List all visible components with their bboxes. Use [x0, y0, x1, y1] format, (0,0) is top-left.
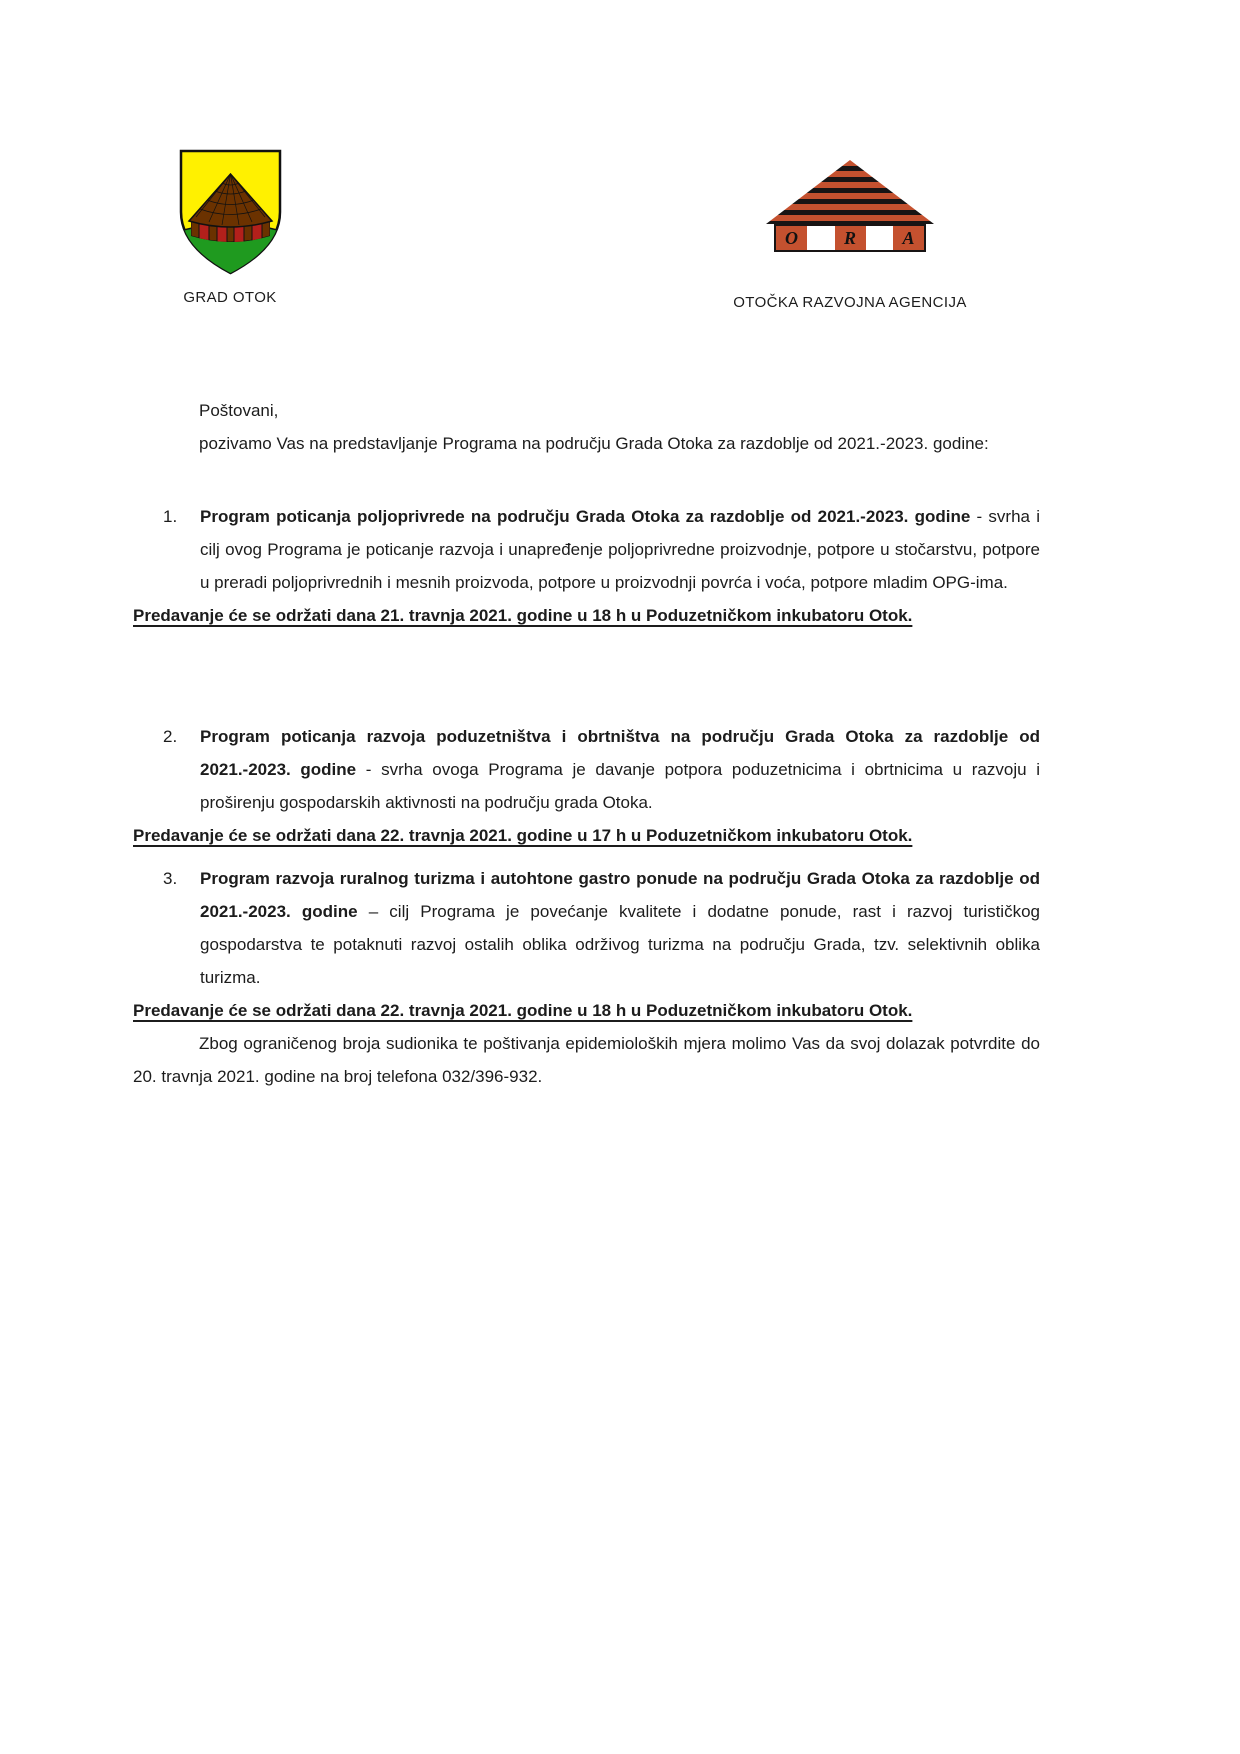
list-item-2-text: [200, 720, 1040, 819]
list-item-3-title: Program razvoja ruralnog turizma i autohtone gastro ponude na području Grada Otoka za razdoblje od 2021.-2023. godine: [200, 869, 1040, 921]
closing-paragraph: Zbog ograničenog broja sudionika te poštivanja epidemioloških mjera molimo Vas da svoj dolazak potvrdite do 20. travnja 2021. godine na broj telefona 032/396-932.: [133, 1034, 1040, 1086]
ora-letter-o: O: [776, 226, 807, 250]
list-item-1-title: Program poticanja poljoprivrede na području Grada Otoka za razdoblje od 2021.-2023. godine: [200, 507, 971, 526]
list-item-1-text: [200, 500, 1040, 599]
grad-otok-label: GRAD OTOK: [183, 289, 277, 306]
list-item-3: [163, 862, 1040, 994]
intro-paragraph: pozivamo Vas na predstavljanje Programa na području Grada Otoka za razdoblje od 2021.-2023. godine:: [199, 434, 989, 453]
letter-body: [133, 394, 1040, 1093]
ora-letter-band: [774, 224, 926, 252]
list-item-2-number: 2.: [163, 727, 178, 746]
ora-roof-stripes: [766, 160, 934, 224]
ora-letter-r: R: [835, 226, 866, 250]
grad-otok-coat-of-arms-icon: [178, 148, 283, 276]
list-item-3-number: 3.: [163, 869, 178, 888]
ora-label: OTOČKA RAZVOJNA AGENCIJA: [733, 294, 967, 311]
list-item-2: [163, 720, 1040, 819]
list-item-2-body: - svrha ovoga Programa je davanje potpora poduzetnicima i obrtnicima u razvoju i proširenju gospodarskih aktivnosti na području grada Otoka.: [200, 760, 1040, 812]
lecture-notice-3: Predavanje će se održati dana 22. travnja 2021. godine u 18 h u Poduzetničkom inkubatoru Otok.: [133, 1001, 913, 1020]
list-item-3-text: [200, 862, 1040, 994]
salutation: Poštovani,: [199, 401, 279, 420]
ora-logo-icon: [766, 160, 934, 252]
lecture-notice-2: Predavanje će se održati dana 22. travnja 2021. godine u 17 h u Poduzetničkom inkubatoru Otok.: [133, 826, 913, 845]
list-item-1-number: 1.: [163, 507, 178, 526]
ora-block: [715, 160, 985, 311]
list-item-2-title: Program poticanja razvoja poduzetništva i obrtništva na području Grada Otoka za razdoblje od 2021.-2023. godine: [200, 727, 1040, 779]
list-item-1: [163, 500, 1040, 599]
ora-letter-a: A: [893, 226, 924, 250]
list-item-3-body: – cilj Programa je povećanje kvalitete i dodatne ponude, rast i razvoj turističkog gospodarstva te potaknuti razvoj ostalih oblika održivog turizma na području Grada, tzv. selektivnih oblika turizma.: [200, 902, 1040, 987]
grad-otok-block: [165, 148, 295, 306]
list-item-1-body: - svrha i cilj ovog Programa je poticanje razvoja i unapređenje poljoprivredne proizvodnje, potpore u stočarstvu, potpore u preradi poljoprivrednih i mesnih proizvoda, potpore u proizvodnji povrća i voća, potpore mladim OPG-ima.: [200, 507, 1040, 592]
lecture-notice-1: Predavanje će se održati dana 21. travnja 2021. godine u 18 h u Poduzetničkom inkubatoru Otok.: [133, 606, 913, 625]
